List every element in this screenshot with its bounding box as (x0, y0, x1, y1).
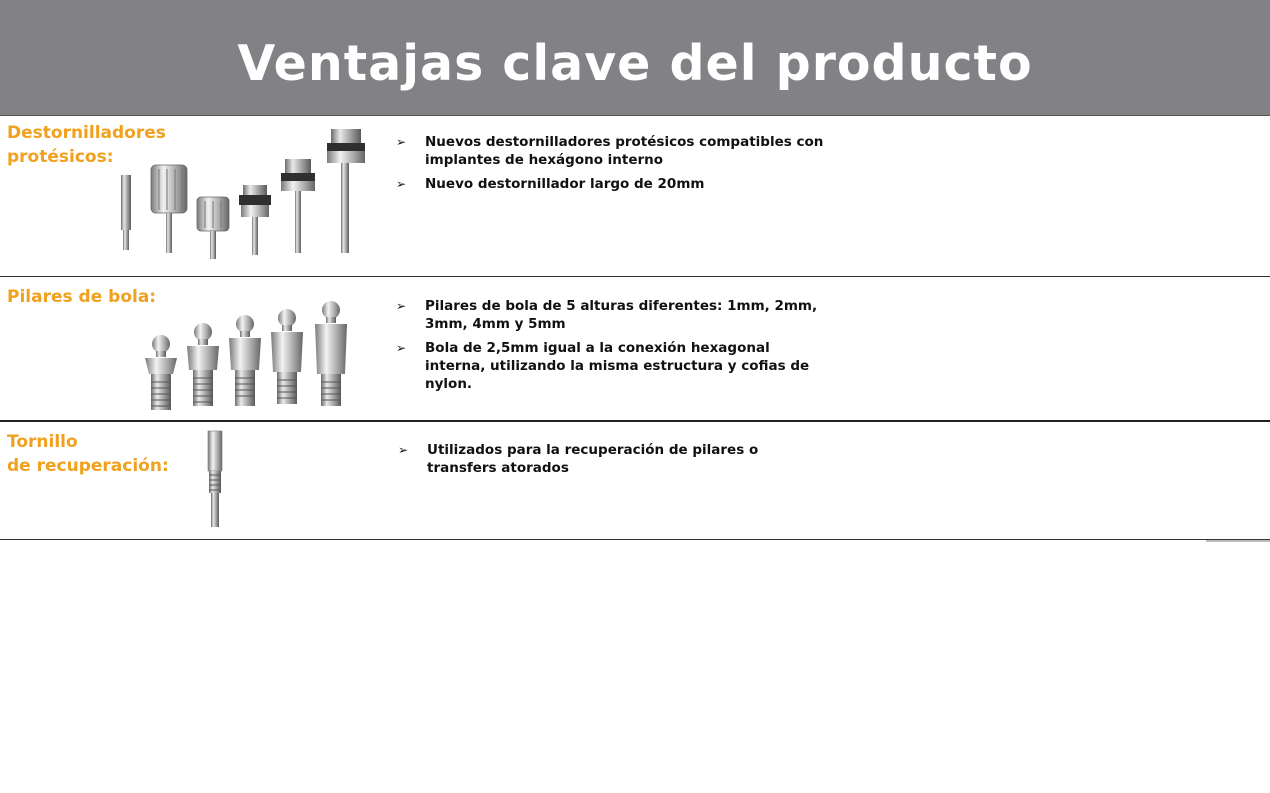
feature-text: Utilizados para la recuperación de pilares o transfers atorados (427, 442, 759, 476)
feature-text: Nuevos destornilladores protésicos compatibles con implantes de hexágono interno (425, 134, 824, 168)
arrow-bullet-icon: ➢ (396, 341, 407, 355)
divider (0, 276, 1270, 277)
section-label-line: protésicos: (7, 147, 114, 167)
divider (0, 539, 1270, 540)
feature-list (396, 297, 826, 393)
page-title: Ventajas clave del producto (237, 35, 1033, 92)
section-label (7, 285, 156, 309)
section-label-line: Pilares de bola: (7, 287, 157, 307)
section-label-line: de recuperación: (7, 456, 169, 476)
arrow-bullet-icon: ➢ (396, 299, 407, 313)
feature-item (396, 297, 826, 333)
recovery-screw-illustration (200, 429, 230, 529)
divider (0, 115, 1270, 116)
feature-text: Bola de 2,5mm igual a la conexión hexagonal interna, utilizando la misma estructura y cofias de nylon. (425, 340, 810, 392)
feature-item (396, 175, 826, 193)
feature-item (396, 339, 826, 393)
feature-text: Pilares de bola de 5 alturas diferentes: 1mm, 2mm, 3mm, 4mm y 5mm (425, 298, 818, 332)
ball-abutments-illustration (137, 298, 357, 413)
feature-list (396, 133, 826, 193)
section-label-line: Destornilladores (7, 123, 166, 143)
prosthetic-screwdrivers-illustration (115, 125, 375, 265)
section-label-line: Tornillo (7, 432, 78, 452)
title-bar (0, 0, 1270, 115)
section-label (7, 430, 169, 478)
arrow-bullet-icon: ➢ (396, 177, 407, 191)
divider (0, 420, 1270, 422)
feature-text: Nuevo destornillador largo de 20mm (425, 176, 705, 192)
feature-item (398, 441, 828, 477)
decorative-mark (1206, 540, 1270, 542)
arrow-bullet-icon: ➢ (398, 443, 409, 457)
feature-list (398, 441, 828, 477)
arrow-bullet-icon: ➢ (396, 135, 407, 149)
feature-item (396, 133, 826, 169)
